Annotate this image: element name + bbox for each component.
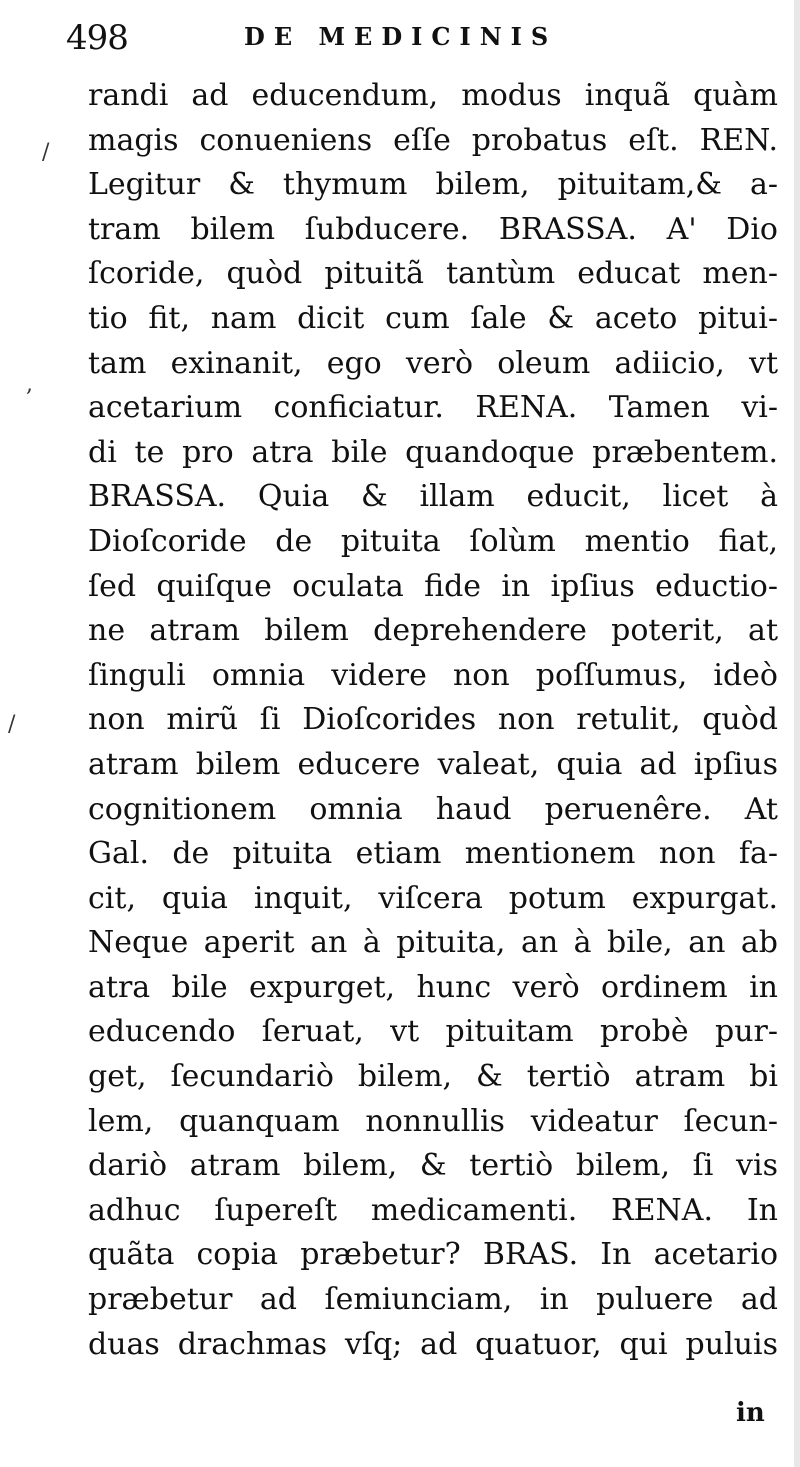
text-line: ſed quiſque oculata fide in ipſius eductio- xyxy=(88,568,778,604)
text-line: duas drachmas vſq; ad quatuor, qui puluis xyxy=(88,1326,778,1362)
text-line: magis conueniens eſſe probatus eſt. REN. xyxy=(88,122,778,158)
text-line: ne atram bilem deprehendere poterit, at xyxy=(88,613,778,649)
text-line: cognitionem omnia haud peruenêre. At xyxy=(88,791,778,827)
text-line: get, ſecundariò bilem, & tertiò atram bi xyxy=(88,1059,778,1095)
text-line: adhuc ſupereſt medicamenti. RENA. In xyxy=(88,1192,778,1228)
text-line: cit, quia inquit, viſcera potum expurgat. xyxy=(88,880,778,916)
text-line: Legitur & thymum bilem, pituitam,& a- xyxy=(88,167,778,203)
text-line: Gal. de pituita etiam mentionem non fa- xyxy=(88,836,778,872)
text-line: di te pro atra bile quandoque præbentem. xyxy=(88,434,778,470)
text-line: Dioſcoride de pituita ſolùm mentio fiat, xyxy=(88,523,778,559)
text-line: dariò atram bilem, & tertiò bilem, ſi vis xyxy=(88,1148,778,1184)
running-head: DE MEDICINIS xyxy=(244,22,558,51)
text-line: BRASSA. Quia & illam educit, licet à xyxy=(88,479,778,515)
text-line: educendo ſeruat, vt pituitam probè pur- xyxy=(88,1014,778,1050)
text-line: lem, quanquam nonnullis videatur ſecun- xyxy=(88,1103,778,1139)
text-line: ſinguli omnia videre non poſſumus, ideò xyxy=(88,657,778,693)
catchword: in xyxy=(736,1398,765,1428)
page-header xyxy=(66,14,746,62)
text-line: randi ad educendum, modus inquã quàm xyxy=(88,78,778,113)
text-line: atra bile expurget, hunc verò ordinem in xyxy=(88,969,778,1005)
body-text xyxy=(88,74,778,1367)
text-line: tram bilem ſubducere. BRASSA. A' Dio xyxy=(88,211,778,247)
margin-mark: , xyxy=(26,372,33,397)
text-line: præbetur ad ſemiunciam, in puluere ad xyxy=(88,1282,778,1318)
margin-mark: / xyxy=(8,712,16,737)
page-number: 498 xyxy=(66,18,128,58)
text-line: ſcoride, quòd pituitã tantùm educat men- xyxy=(88,256,778,292)
text-line: atram bilem educere valeat, quia ad ipſius xyxy=(88,746,778,782)
text-line: Neque aperit an à pituita, an à bile, an ab xyxy=(88,925,778,961)
text-line: quãta copia præbetur? BRAS. In acetario xyxy=(88,1237,778,1273)
text-line: acetarium conficiatur. RENA. Tamen vi- xyxy=(88,390,778,426)
page-edge-shadow xyxy=(794,0,800,1467)
text-line: non mirũ ſi Dioſcorides non retulit, quòd xyxy=(88,702,778,738)
text-line: tam exinanit, ego verò oleum adiicio, vt xyxy=(88,345,778,381)
margin-mark: / xyxy=(42,140,50,165)
text-line: tio fit, nam dicit cum ſale & aceto pitui- xyxy=(88,300,778,336)
